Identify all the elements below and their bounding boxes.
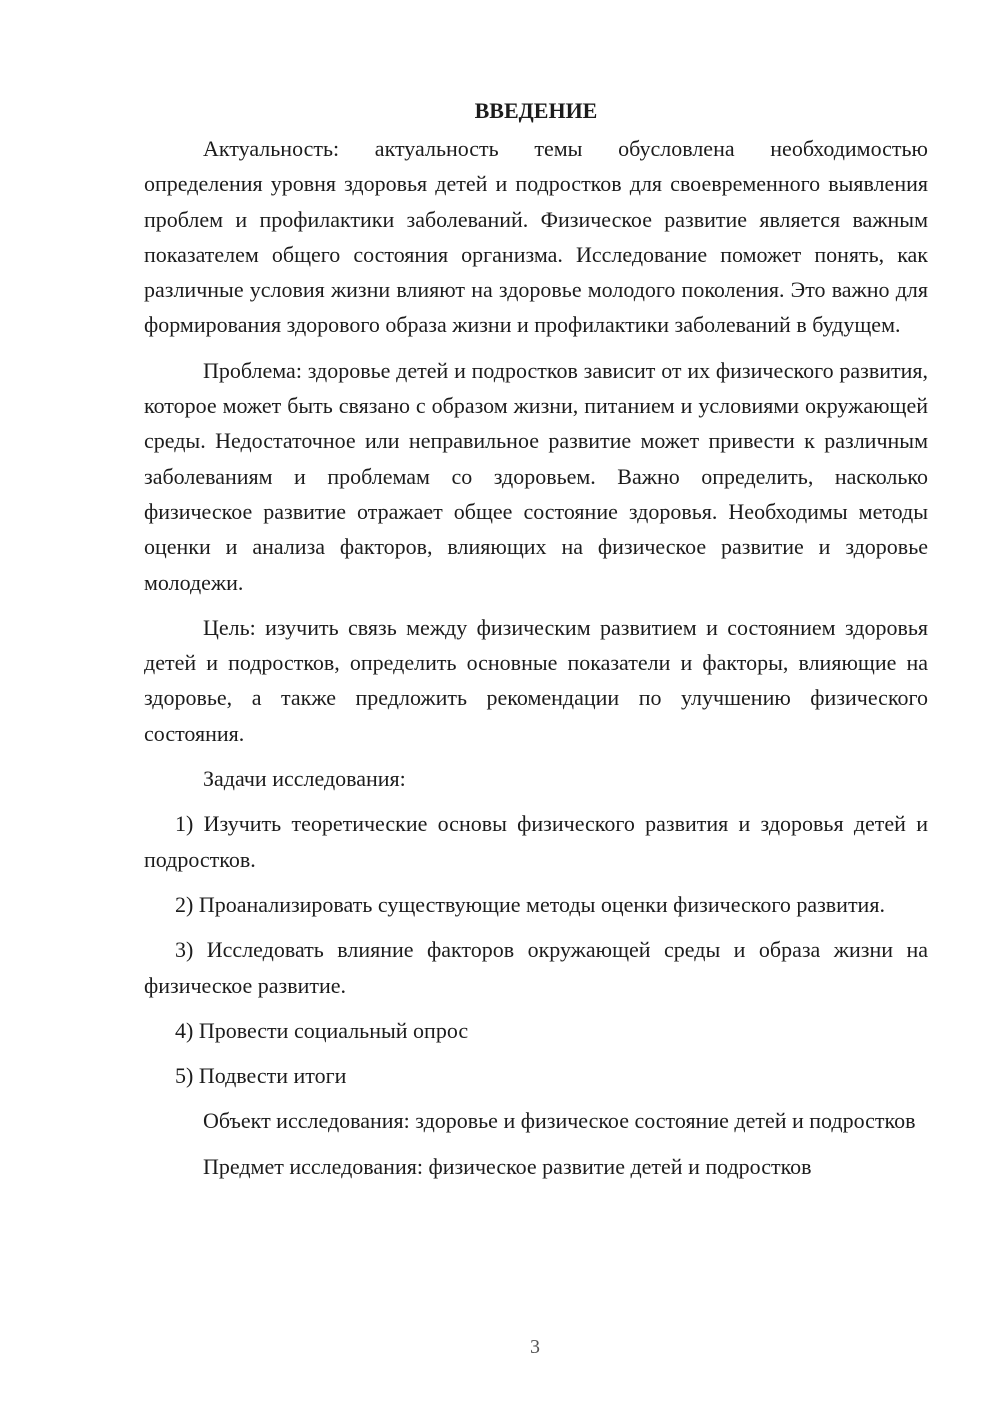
- research-object-paragraph: Объект исследования: здоровье и физическое состояние детей и подростков: [203, 1108, 916, 1134]
- page-content: [144, 93, 928, 1194]
- research-subject-paragraph: Предмет исследования: физическое развитие детей и подростков: [203, 1153, 812, 1179]
- task-item-1: 1) Изучить теоретические основы физического развития и здоровья детей и подростков.: [144, 811, 928, 872]
- task-item-5: 5) Подвести итоги: [175, 1063, 347, 1089]
- tasks-heading: Задачи исследования:: [203, 766, 406, 792]
- relevance-paragraph: Актуальность: актуальность темы обусловлена необходимостью определения уровня здоровья детей и подростков для своевременного выявления проблем и профилактики заболеваний. Физическое развитие является важным показателем общего состояния организма. Исследование поможет понять, как различные условия жизни влияют на здоровье молодого поколения. Это важно для формирования здорового образа жизни и профилактики заболеваний в будущем.: [144, 136, 928, 338]
- page-title: ВВЕДЕНИЕ: [474, 98, 598, 123]
- task-item-3: 3) Исследовать влияние факторов окружающей среды и образа жизни на физическое развитие.: [144, 937, 928, 998]
- problem-paragraph: Проблема: здоровье детей и подростков зависит от их физического развития, которое может быть связано с образом жизни, питанием и условиями окружающей среды. Недостаточное или неправильное развитие может привести к различным заболеваниям и проблемам со здоровьем. Важно определить, насколько физическое развитие отражает общее состояние здоровья. Необходимы методы оценки и анализа факторов, влияющих на физическое развитие и здоровье молодежи.: [144, 357, 928, 595]
- task-item-2: 2) Проанализировать существующие методы оценки физического развития.: [175, 891, 885, 917]
- goal-paragraph: Цель: изучить связь между физическим развитием и состоянием здоровья детей и подростков, определить основные показатели и факторы, влияющие на здоровье, а также предложить рекомендации по улучшению физического состояния.: [144, 614, 928, 746]
- page-number: 3: [530, 1336, 540, 1358]
- task-item-4: 4) Провести социальный опрос: [175, 1017, 469, 1043]
